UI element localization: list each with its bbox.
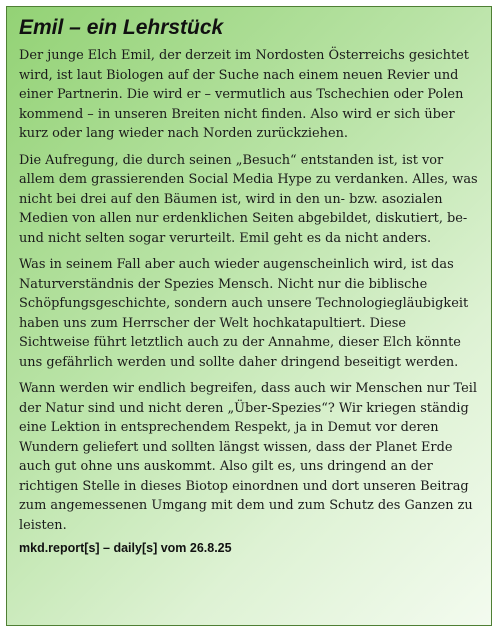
article-paragraph-3: Was in seinem Fall aber auch wieder augenscheinlich wird, ist das Naturverständnis der Spezies Mensch. Nicht nur die biblische Schöpfungsgeschichte, sondern auch unsere Technologiegläubigkeit haben uns zum Herrscher der Welt hochkatapultiert. Diese Sichtweise führt letztlich auch zu der Annahme, dieser Elch könnte uns gefährlich werden und sollte daher dringend beseitigt werden. [19, 257, 469, 370]
article-card [6, 6, 492, 626]
article-title: Emil – ein Lehrstück [19, 16, 224, 39]
article-paragraph-1: Der junge Elch Emil, der derzeit im Nordosten Österreichs gesichtet wird, ist laut Biologen auf der Suche nach einem neuen Revier und einer Partnerin. Die wird er – vermutlich aus Tschechien oder Polen kommend – in unseren Breiten nicht finden. Also wird er sich über kurz oder lang wieder nach Norden zurückziehen. [19, 48, 469, 141]
article-source-footer: mkd.report[s] – daily[s] vom 26.8.25 [19, 541, 232, 555]
article-paragraph-4: Wann werden wir endlich begreifen, dass auch wir Menschen nur Teil der Natur sind und nicht deren „Über-Spezies“? Wir kriegen ständig eine Lektion in entsprechendem Respekt, ja in Demut vor deren Wundern geliefert und sollten längst wissen, dass der Planet Erde auch gut ohne uns auskommt. Also gilt es, uns dringend an der richtigen Stelle in dieses Biotop einordnen und dort unseren Beitrag zum angemessenen Umgang mit dem und zum Schutz des Ganzen zu leisten. [19, 381, 477, 533]
article-paragraph-2: Die Aufregung, die durch seinen „Besuch“ entstanden ist, ist vor allem dem grassierenden Social Media Hype zu verdanken. Alles, was nicht bei drei auf den Bäumen ist, wird in den un- bzw. asozialen Medien von allen nur erdenklichen Seiten abgebildet, diskutiert, be- und nicht selten sogar verurteilt. Emil geht es da nicht anders. [19, 152, 478, 246]
